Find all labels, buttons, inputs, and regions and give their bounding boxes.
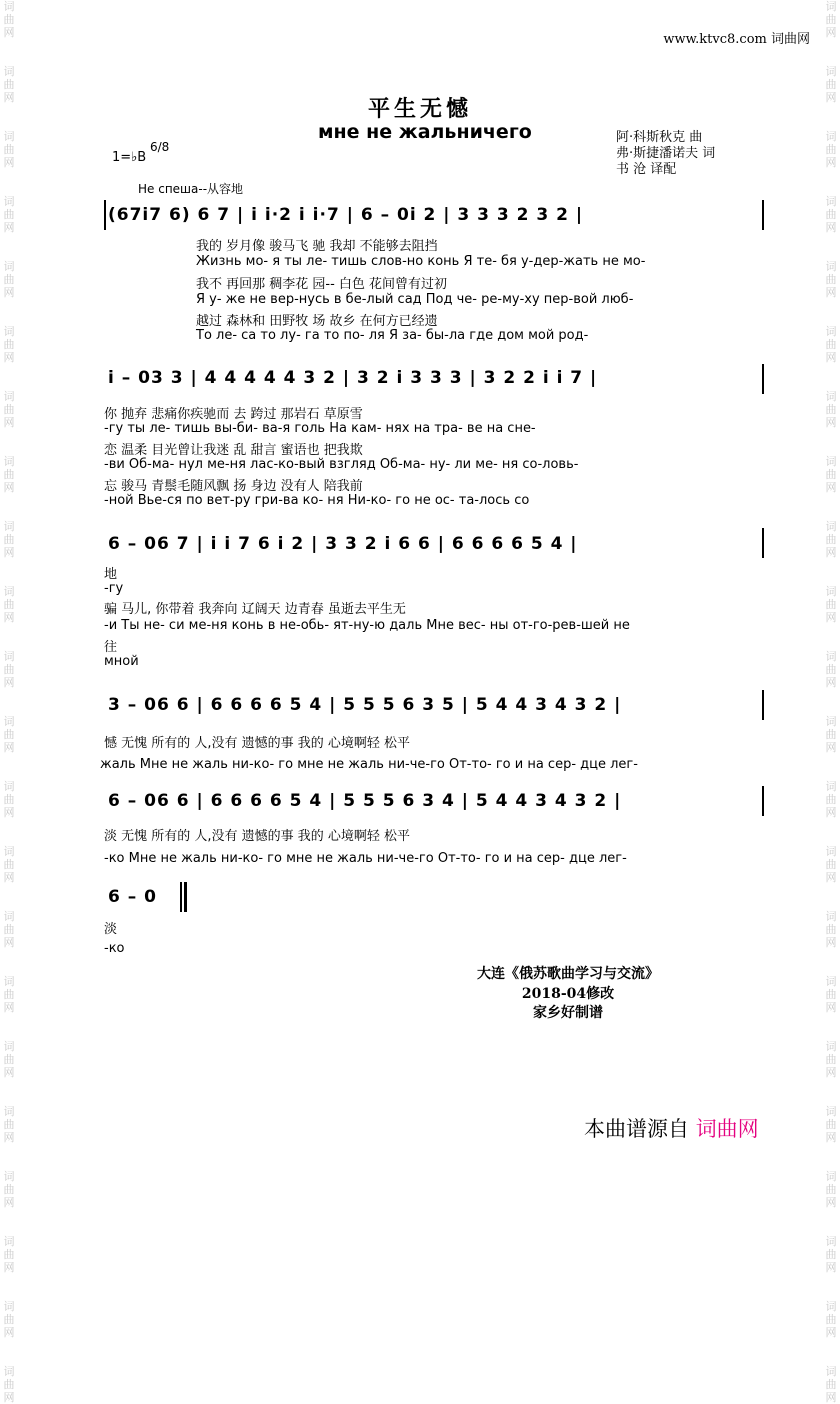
watermark-text: 词 曲 网 <box>3 585 15 624</box>
watermark-text: 词 曲 网 <box>3 520 15 559</box>
watermark-text: 词 曲 网 <box>3 1040 15 1079</box>
final-bar-line <box>180 882 182 912</box>
watermark-left <box>2 0 16 1404</box>
time-signature: 6/8 <box>150 140 170 154</box>
notation-line-2: i – 03 3 | 4 4 4 4 4 3 2 | 3 2 i 3 3 3 | 3 2 2 i i 7 | <box>108 368 598 388</box>
watermark-text: 词 曲 网 <box>3 780 15 819</box>
lyric-line: 淡 <box>104 922 118 937</box>
lyric-line: 忘 骏马 青鬃毛随风飘 扬 身边 没有人 陪我前 <box>104 479 363 494</box>
notation-line-4: 3 – 06 6 | 6 6 6 6 5 4 | 5 5 5 6 3 5 | 5 4 4 3 4 3 2 | <box>108 695 622 715</box>
watermark-right <box>824 0 838 1404</box>
key-signature: 1=♭B <box>112 150 147 165</box>
lyric-line: -ви Об-ма- нул ме-ня лас-ко-вый взгляд Об-ма- ну- ли ме- ня со-ловь- <box>104 457 579 472</box>
watermark-text: 词 曲 网 <box>3 975 15 1014</box>
notation-line-1: (67i7 6) 6 7 | i i·2 i i·7 | 6 – 0i 2 | 3 3 3 2 3 2 | <box>108 205 584 225</box>
watermark-text: 词 曲 网 <box>825 130 837 169</box>
lyric-line: То ле- са то лу- га то по- ля Я за- бы-ла где дом мой род- <box>196 328 589 343</box>
watermark-text: 词 曲 网 <box>825 715 837 754</box>
watermark-text: 词 曲 网 <box>3 455 15 494</box>
watermark-text: 词 曲 网 <box>825 845 837 884</box>
watermark-text: 词 曲 网 <box>3 1300 15 1339</box>
final-bar-line-thick <box>184 882 187 912</box>
watermark-text: 词 曲 网 <box>825 390 837 429</box>
bar-line <box>762 200 764 230</box>
watermark-text: 词 曲 网 <box>3 1365 15 1404</box>
lyric-line: -ко <box>104 941 125 956</box>
watermark-text: 词 曲 网 <box>825 0 837 39</box>
credit-lyricist: 弗·斯捷潘诺夫 词 <box>616 146 716 161</box>
watermark-text: 词 曲 网 <box>3 0 15 39</box>
watermark-text: 词 曲 网 <box>3 65 15 104</box>
watermark-text: 词 曲 网 <box>825 1040 837 1079</box>
watermark-text: 词 曲 网 <box>3 910 15 949</box>
bar-line <box>762 786 764 816</box>
watermark-text: 词 曲 网 <box>825 1170 837 1209</box>
footer-maker: 家乡好制谱 <box>533 1005 603 1021</box>
lyric-line: мной <box>104 654 139 669</box>
watermark-text: 词 曲 网 <box>825 1105 837 1144</box>
song-title: 平生无憾 <box>367 96 472 122</box>
watermark-text: 词 曲 网 <box>3 195 15 234</box>
lyric-line: -гу ты ле- тишь вы-би- ва-я голь На кам- нях на тра- ве на сне- <box>104 421 536 436</box>
watermark-text: 词 曲 网 <box>825 325 837 364</box>
bar-line <box>104 200 106 230</box>
lyric-line: Жизнь мо- я ты ле- тишь слов-но конь Я те- бя у-дер-жать не мо- <box>196 254 646 269</box>
source-label: 本曲谱源自 <box>584 1117 689 1141</box>
lyric-line: 我不 再回那 稠李花 园-- 白色 花间曾有过初 <box>196 277 448 292</box>
watermark-text: 词 曲 网 <box>825 65 837 104</box>
watermark-text: 词 曲 网 <box>825 520 837 559</box>
song-title-russian: мне не жальничего <box>318 121 532 143</box>
watermark-text: 词 曲 网 <box>825 260 837 299</box>
tempo-marking: Не спеша--从容地 <box>138 182 244 196</box>
footer-group: 大连《俄苏歌曲学习与交流》 <box>477 966 659 982</box>
notation-line-3: 6 – 06 7 | i i 7 6 i 2 | 3 3 2 i 6 6 | 6 6 6 6 5 4 | <box>108 534 578 554</box>
lyric-line: -ко Мне не жаль ни-ко- го мне не жаль ни-че-го От-то- го и на сер- дце лег- <box>104 851 627 866</box>
lyric-line: Я у- же не вер-нусь в бе-лый сад Под че- ре-му-ху пер-вой люб- <box>196 292 634 307</box>
source-credit <box>584 1113 759 1143</box>
watermark-text: 词 曲 网 <box>3 1170 15 1209</box>
watermark-text: 词 曲 网 <box>825 910 837 949</box>
bar-line <box>762 528 764 558</box>
watermark-text: 词 曲 网 <box>3 1235 15 1274</box>
lyric-line: 地 <box>104 567 118 582</box>
lyric-line: -гу <box>104 581 124 596</box>
footer-date: 2018-04修改 <box>521 986 615 1002</box>
lyric-line: 往 <box>104 640 118 655</box>
lyric-line: 恋 温柔 目光曾让我迷 乱 甜言 蜜语也 把我欺 <box>104 443 363 458</box>
watermark-text: 词 曲 网 <box>825 455 837 494</box>
watermark-text: 词 曲 网 <box>825 1365 837 1404</box>
watermark-text: 词 曲 网 <box>825 585 837 624</box>
watermark-text: 词 曲 网 <box>3 130 15 169</box>
watermark-text: 词 曲 网 <box>3 845 15 884</box>
lyric-line: жаль Мне не жаль ни-ко- го мне не жаль ни-че-го От-то- го и на сер- дце лег- <box>100 757 638 772</box>
watermark-text: 词 曲 网 <box>3 260 15 299</box>
bar-line <box>762 364 764 394</box>
lyric-line: 越过 森林和 田野牧 场 故乡 在何方已经遗 <box>196 314 438 329</box>
lyric-line: 骗 马儿, 你带着 我奔向 辽阔天 边青春 虽逝去平生无 <box>104 602 406 617</box>
source-site-link[interactable]: 词曲网 <box>695 1117 759 1141</box>
lyric-line: 我的 岁月像 骏马飞 驰 我却 不能够去阻挡 <box>196 239 438 254</box>
watermark-text: 词 曲 网 <box>3 650 15 689</box>
watermark-text: 词 曲 网 <box>825 650 837 689</box>
lyric-line: 憾 无愧 所有的 人,没有 遗憾的事 我的 心境啊轻 松平 <box>104 736 411 751</box>
lyric-line: -ной Вье-ся по вет-ру гри-ва ко- ня Ни-ко- го не ос- та-лось со <box>104 493 530 508</box>
lyric-line: 你 抛弃 悲痛你疾驰而 去 跨过 那岩石 草原雪 <box>104 407 363 422</box>
watermark-text: 词 曲 网 <box>3 715 15 754</box>
watermark-text: 词 曲 网 <box>825 975 837 1014</box>
watermark-text: 词 曲 网 <box>825 195 837 234</box>
watermark-text: 词 曲 网 <box>825 780 837 819</box>
lyric-line: 淡 无愧 所有的 人,没有 遗憾的事 我的 心境啊轻 松平 <box>104 829 411 844</box>
lyric-line: -и Ты не- си ме-ня конь в не-обь- ят-ну-ю даль Мне вес- ны от-го-рев-шей не <box>104 618 630 633</box>
notation-line-5: 6 – 06 6 | 6 6 6 6 5 4 | 5 5 5 6 3 4 | 5 4 4 3 4 3 2 | <box>108 791 622 811</box>
watermark-text: 词 曲 网 <box>3 390 15 429</box>
site-url: www.ktvc8.com 词曲网 <box>663 32 810 47</box>
notation-line-6: 6 – 0 <box>108 887 157 907</box>
watermark-text: 词 曲 网 <box>825 1300 837 1339</box>
watermark-text: 词 曲 网 <box>3 1105 15 1144</box>
watermark-text: 词 曲 网 <box>825 1235 837 1274</box>
credit-composer: 阿·科斯秋克 曲 <box>616 130 703 145</box>
watermark-text: 词 曲 网 <box>3 325 15 364</box>
credit-translator: 书 沧 译配 <box>616 162 677 177</box>
bar-line <box>762 690 764 720</box>
